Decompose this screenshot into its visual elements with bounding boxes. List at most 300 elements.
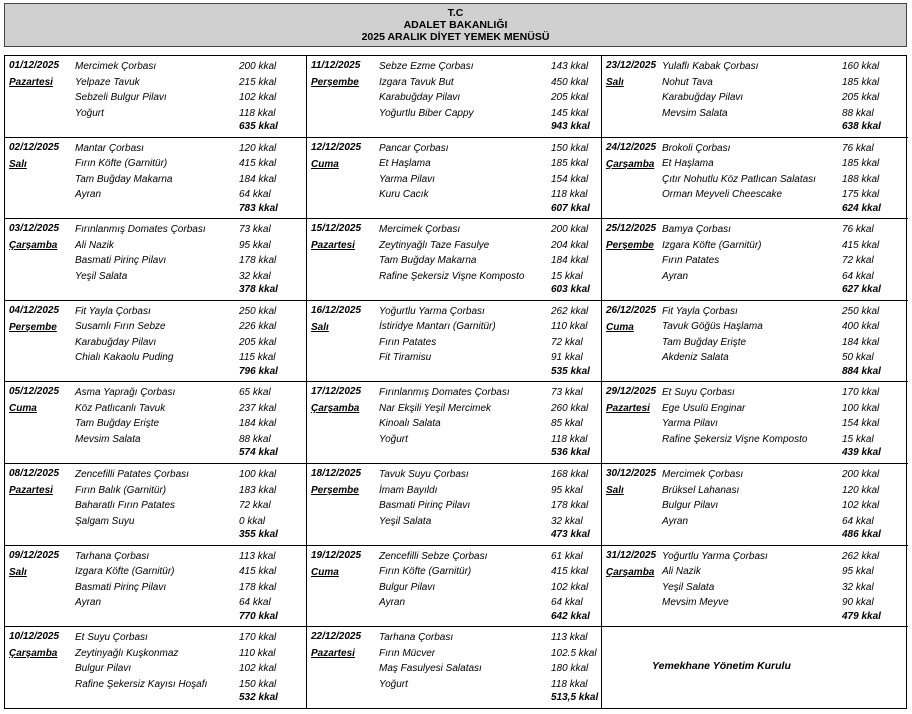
menu-item-name: Yoğurt [379,678,408,690]
menu-item-name: Ayran [379,597,406,609]
menu-item [75,319,277,335]
menu-weekday: Pazartesi [311,240,355,252]
menu-item-name: Tavuk Göğüs Haşlama [662,321,763,333]
menu-item [662,401,880,417]
menu-item [662,416,880,432]
menu-item [379,269,583,285]
menu-item-list [662,141,880,203]
menu-date: 24/12/2025 [606,141,657,153]
menu-item-name: Ege Usulü Enginar [662,402,746,414]
menu-item-kcal: 120 kkal [842,484,880,496]
menu-item-name: Orman Meyveli Cheescake [662,189,783,201]
menu-item [662,467,880,483]
menu-item [379,75,589,91]
menu-item-name: Çıtır Nohutlu Köz Patlıcan Salatası [662,173,816,185]
menu-item-kcal: 115 kkal [239,352,276,364]
menu-item-kcal: 178 kkal [551,500,589,511]
menu-item [75,238,271,254]
menu-item-kcal: 73 kkal [239,224,271,236]
menu-item-kcal: 150 kkal [551,142,589,154]
menu-item [75,59,277,75]
menu-item-kcal: 160 kkal [842,61,880,72]
menu-item-name: Et Haşlama [379,158,431,170]
menu-date: 31/12/2025 [606,549,657,561]
menu-item [75,401,277,417]
menu-item [75,580,277,596]
menu-total-kcal: 574 kkal [239,447,278,459]
menu-item [662,90,880,106]
menu-item [662,385,880,401]
menu-date: 02/12/2025 [9,141,60,153]
menu-item-kcal: 415 kkal [239,566,277,578]
menu-item-kcal: 237 kkal [239,402,277,414]
menu-item-kcal: 32 kkal [239,270,271,282]
menu-item-name: Tam Buğday Erişte [75,418,160,430]
menu-item [662,564,874,580]
menu-item-list [379,385,589,447]
menu-item-name: Asma Yaprağı Çorbası [75,387,176,399]
menu-item-list [662,385,880,447]
menu-item [379,514,583,530]
menu-item [662,498,880,514]
menu-item-kcal: 64 kkal [239,189,271,201]
menu-item-kcal: 113 kkal [239,550,276,562]
menu-item [662,350,874,366]
menu-item-name: Bamya Çorbası [662,224,731,236]
menu-item-name: Bulgur Pilavı [379,581,436,593]
menu-item [75,564,277,580]
menu-weekday: Salı [311,321,329,333]
menu-item [662,432,874,448]
menu-item [379,549,583,565]
menu-item-list [75,304,277,366]
menu-item-name: Mantar Çorbası [75,142,144,154]
menu-item-kcal: 102 kkal [842,500,880,511]
menu-item [75,106,276,122]
menu-item-name: Sebzeli Bulgur Pilavı [75,92,167,103]
menu-item-kcal: 400 kkal [842,321,880,333]
menu-day-cell [5,382,307,464]
header-line-1: T.C [447,7,464,19]
menu-item-name: Ayran [75,597,102,609]
menu-item-kcal: 95 kkal [551,484,583,496]
menu-item [379,59,589,75]
menu-item-name: Mercimek Çorbası [662,469,744,480]
menu-item-kcal: 183 kkal [239,484,277,496]
menu-item [379,253,589,269]
menu-day-cell [307,219,602,301]
menu-item-kcal: 184 kkal [239,418,277,430]
menu-item [75,304,277,320]
menu-item [75,269,271,285]
menu-item-name: Baharatlı Fırın Patates [75,500,176,511]
menu-item-list [379,59,589,121]
menu-weekday: Çarşamba [606,158,655,170]
menu-item-kcal: 188 kkal [842,173,880,185]
menu-item-name: Tam Buğday Erişte [662,336,747,348]
menu-item-kcal: 0 kkal [239,515,266,527]
menu-item-name: Rafine Şekersiz Vişne Komposto [662,433,808,445]
menu-item-kcal: 415 kkal [239,158,277,170]
menu-item [75,75,277,91]
menu-item [75,253,277,269]
menu-item-kcal: 143 kkal [551,61,589,72]
menu-weekday: Perşembe [311,485,359,496]
menu-item-kcal: 100 kkal [239,469,277,480]
menu-item-kcal: 205 kkal [551,92,589,103]
menu-day-cell [5,546,307,628]
menu-date: 11/12/2025 [311,60,361,71]
menu-item-kcal: 102.5 kkal [551,647,597,659]
menu-item [379,564,589,580]
menu-day-cell [307,464,602,546]
menu-item-name: Pancar Çorbası [379,142,449,154]
menu-item-list [75,549,277,611]
menu-item-name: Rafine Şekersiz Vişne Komposto [379,270,525,282]
menu-item-name: Zeytinyağlı Kuşkonmaz [75,647,179,659]
menu-item-name: Fit Tiramisu [379,352,432,364]
menu-day-cell [602,546,908,628]
menu-item-name: Mevsim Salata [75,433,141,445]
menu-item-list [662,59,880,121]
menu-weekday: Salı [606,485,624,496]
menu-item-kcal: 154 kkal [551,173,589,185]
menu-item [379,187,588,203]
menu-item-name: Karabuğday Pilavı [662,92,744,103]
menu-item-name: Fırın Patates [662,255,720,267]
menu-weekday: Salı [606,77,624,88]
menu-item [379,432,588,448]
menu-item-list [662,467,880,529]
menu-item-name: Tam Buğday Makarna [379,255,477,267]
menu-day-cell [602,382,908,464]
menu-weekday: Cuma [311,566,339,578]
menu-weekday: Cuma [9,403,37,415]
menu-item-name: Karabuğday Pilavı [75,336,157,348]
menu-total-kcal: 603 kkal [551,284,590,296]
menu-date: 23/12/2025 [606,60,657,71]
menu-item-name: Et Suyu Çorbası [75,632,148,644]
menu-item-name: İmam Bayıldı [379,484,438,496]
menu-item-name: Yoğurt [75,107,104,119]
menu-item-name: Maş Fasulyesi Salatası [379,663,482,675]
menu-item [379,630,588,646]
menu-item-name: Zencefilli Patates Çorbası [75,469,189,480]
menu-item-kcal: 72 kkal [239,500,271,511]
menu-item [662,580,874,596]
menu-item-name: Yoğurtlu Yarma Çorbası [379,305,485,317]
menu-item-kcal: 262 kkal [842,550,880,562]
menu-item-name: Fırınlanmış Domates Çorbası [75,224,206,236]
menu-day-cell [602,56,908,138]
menu-item-name: Yeşil Salata [662,581,715,593]
menu-item-name: Fırın Köfte (Garnitür) [379,566,472,578]
menu-item-name: Yarma Pilavı [662,418,718,430]
menu-item-kcal: 32 kkal [842,581,874,593]
menu-item [662,222,874,238]
menu-item-kcal: 95 kkal [842,566,874,578]
menu-item-name: Fit Yayla Çorbası [75,305,151,317]
menu-item [75,432,271,448]
menu-item-kcal: 72 kkal [842,255,874,267]
menu-item-kcal: 65 kkal [239,387,271,399]
menu-item-name: Şalgam Suyu [75,515,135,527]
menu-weekday: Çarşamba [9,240,58,252]
menu-item-kcal: 88 kkal [842,107,874,119]
menu-item [662,269,874,285]
menu-item-name: Mercimek Çorbası [379,224,461,236]
menu-item-list [379,630,597,692]
menu-item-list [75,467,277,529]
menu-item-list [75,630,277,692]
menu-item [662,595,874,611]
menu-item-kcal: 170 kkal [239,632,277,644]
menu-date: 29/12/2025 [606,386,657,398]
menu-day-cell [307,138,602,220]
menu-day-cell [602,219,908,301]
menu-item [75,514,266,530]
menu-weekday: Perşembe [9,321,57,333]
menu-item-kcal: 113 kkal [551,632,588,644]
menu-item-kcal: 260 kkal [551,402,589,414]
menu-item [662,187,880,203]
menu-item [75,187,271,203]
menu-total-kcal: 627 kkal [842,284,881,296]
menu-item-kcal: 415 kkal [842,239,880,251]
menu-item [379,498,589,514]
menu-total-kcal: 783 kkal [239,202,278,214]
menu-item-kcal: 32 kkal [551,515,583,527]
menu-item-list [379,304,589,366]
menu-date: 15/12/2025 [311,223,362,235]
menu-item-name: Zencefilli Sebze Çorbası [379,550,488,562]
menu-day-cell [5,464,307,546]
menu-item-name: Yeşil Salata [75,270,128,282]
menu-item [75,630,277,646]
menu-item-kcal: 110 kkal [551,321,588,333]
menu-item-kcal: 200 kkal [239,61,277,72]
menu-item-name: Ali Nazik [662,566,701,578]
menu-item-list [379,549,589,611]
menu-item-name: Fırın Mücver [379,647,436,659]
menu-item-name: Tarhana Çorbası [379,632,454,644]
menu-item-name: Yarma Pilavı [379,173,435,185]
menu-item-kcal: 91 kkal [551,352,583,364]
menu-item-name: Karabuğday Pilavı [379,92,461,103]
menu-item-name: Fırın Balık (Garnitür) [75,484,167,496]
menu-date: 25/12/2025 [606,223,657,235]
menu-total-kcal: 796 kkal [239,365,278,377]
menu-item-name: Et Haşlama [662,158,714,170]
menu-item [662,483,880,499]
menu-item [75,498,271,514]
page-header [4,3,907,47]
menu-weekday: Cuma [311,158,339,170]
menu-total-kcal: 439 kkal [842,447,881,459]
menu-total-kcal: 532 kkal [239,692,278,704]
menu-item-kcal: 145 kkal [551,107,589,119]
menu-date: 26/12/2025 [606,304,657,316]
menu-item-kcal: 170 kkal [842,387,880,399]
menu-item-kcal: 64 kkal [551,597,583,609]
menu-item-kcal: 154 kkal [842,418,880,430]
menu-item-kcal: 64 kkal [842,515,874,527]
menu-item [75,549,276,565]
menu-item [75,646,276,662]
menu-day-cell [307,56,602,138]
menu-item-kcal: 215 kkal [239,76,277,88]
menu-item [379,401,589,417]
menu-item [75,467,277,483]
menu-item [662,141,874,157]
menu-item-kcal: 178 kkal [239,255,277,267]
menu-item-name: Brokoli Çorbası [662,142,731,154]
menu-item-name: Fırın Patates [379,336,437,348]
menu-item-kcal: 100 kkal [842,402,880,414]
menu-item-name: Kuru Cacık [379,189,429,201]
menu-day-cell [602,301,908,383]
menu-item-kcal: 175 kkal [842,189,880,201]
menu-item-name: Rafine Şekersiz Kayısı Hoşafı [75,678,208,690]
menu-item-name: Fırınlanmış Domates Çorbası [379,387,510,399]
menu-item-name: Basmati Pirinç Pilavı [75,581,167,593]
menu-item-name: Ali Nazik [75,239,114,251]
menu-item-list [379,141,589,203]
menu-item-kcal: 118 kkal [551,678,588,690]
menu-item [379,661,589,677]
menu-day-cell [5,56,307,138]
menu-item-kcal: 150 kkal [239,678,277,690]
menu-date: 08/12/2025 [9,468,60,479]
menu-grid [4,55,907,709]
menu-item [75,141,277,157]
menu-item [379,141,589,157]
menu-item [379,416,583,432]
menu-item-kcal: 102 kkal [239,92,277,103]
menu-item [379,90,589,106]
menu-item-kcal: 415 kkal [551,566,589,578]
menu-item [379,595,583,611]
header-line-3: 2025 ARALIK DİYET YEMEK MENÜSÜ [361,31,550,43]
menu-item [75,335,277,351]
menu-total-kcal: 884 kkal [842,365,881,377]
menu-date: 10/12/2025 [9,631,60,643]
menu-item-kcal: 118 kkal [239,107,276,119]
menu-total-kcal: 943 kkal [551,121,590,132]
menu-item-name: Sebze Ezme Çorbası [379,61,474,72]
menu-item-kcal: 205 kkal [842,92,880,103]
menu-item [75,172,277,188]
menu-item-name: Mevsim Salata [662,107,728,119]
menu-item-kcal: 204 kkal [551,239,589,251]
menu-item-list [75,141,277,203]
menu-date: 22/12/2025 [311,631,362,643]
menu-item [75,416,277,432]
menu-item [379,467,589,483]
menu-item [75,90,277,106]
menu-item-kcal: 15 kkal [842,433,874,445]
menu-item [75,677,277,693]
menu-date: 12/12/2025 [311,141,362,153]
menu-item-kcal: 118 kkal [551,433,588,445]
menu-day-cell [5,219,307,301]
menu-item-name: Bulgur Pilavı [662,500,719,511]
menu-day-cell [5,301,307,383]
menu-item-name: Yulaflı Kabak Çorbası [662,61,759,72]
menu-item-name: Yoğurtlu Yarma Çorbası [662,550,768,562]
menu-item-name: Izgara Tavuk But [379,76,454,88]
menu-item [662,549,880,565]
menu-item [662,59,880,75]
menu-weekday: Perşembe [311,77,359,88]
menu-item-kcal: 61 kkal [551,550,583,562]
menu-item-kcal: 102 kkal [239,663,277,675]
menu-item [662,319,880,335]
menu-date: 19/12/2025 [311,549,362,561]
menu-item-kcal: 110 kkal [239,647,276,659]
menu-item [379,580,589,596]
menu-item-kcal: 120 kkal [239,142,277,154]
menu-item [75,222,271,238]
menu-item-kcal: 250 kkal [239,305,277,317]
menu-item-name: Yeşil Salata [379,515,432,527]
menu-item-name: Nar Ekşili Yeşil Mercimek [379,402,492,414]
menu-item-list [662,222,880,284]
menu-item [379,483,583,499]
menu-item-name: Izgara Köfte (Garnitür) [662,239,762,251]
menu-item-name: Brüksel Lahanası [662,484,740,496]
menu-date: 17/12/2025 [311,386,362,398]
menu-item-list [662,549,880,611]
menu-item-list [75,222,277,284]
menu-day-cell [5,138,307,220]
menu-item-name: Nohut Tava [662,76,713,88]
menu-item [75,156,277,172]
menu-item-name: Tarhana Çorbası [75,550,150,562]
menu-total-kcal: 536 kkal [551,447,590,459]
menu-item-kcal: 200 kkal [842,469,880,480]
menu-item-name: Akdeniz Salata [662,352,729,364]
menu-item-list [379,222,589,284]
header-line-2: ADALET BAKANLIĞI [403,19,508,31]
menu-item-name: Köz Patlıcanlı Tavuk [75,402,166,414]
menu-item [662,304,880,320]
menu-total-kcal: 607 kkal [551,202,590,214]
menu-item-name: Yoğurt [379,433,408,445]
menu-item-kcal: 73 kkal [551,387,583,399]
menu-item [662,106,874,122]
menu-total-kcal: 486 kkal [842,529,881,540]
menu-item-kcal: 64 kkal [842,270,874,282]
menu-date: 04/12/2025 [9,304,60,316]
menu-item-kcal: 85 kkal [551,418,583,430]
menu-item [75,483,277,499]
menu-item [379,156,589,172]
menu-item-kcal: 88 kkal [239,433,271,445]
menu-item [379,172,589,188]
menu-item-name: Basmati Pirinç Pilavı [75,255,167,267]
menu-item-name: Fit Yayla Çorbası [662,305,738,317]
menu-item [662,156,880,172]
menu-item [662,253,874,269]
menu-item-kcal: 180 kkal [551,663,589,675]
menu-item-kcal: 450 kkal [551,76,589,88]
menu-item-kcal: 50 kkal [842,352,874,364]
menu-weekday: Pazartesi [606,403,650,415]
menu-item-kcal: 200 kkal [551,224,589,236]
menu-weekday: Çarşamba [311,403,360,415]
menu-weekday: Cuma [606,321,634,333]
